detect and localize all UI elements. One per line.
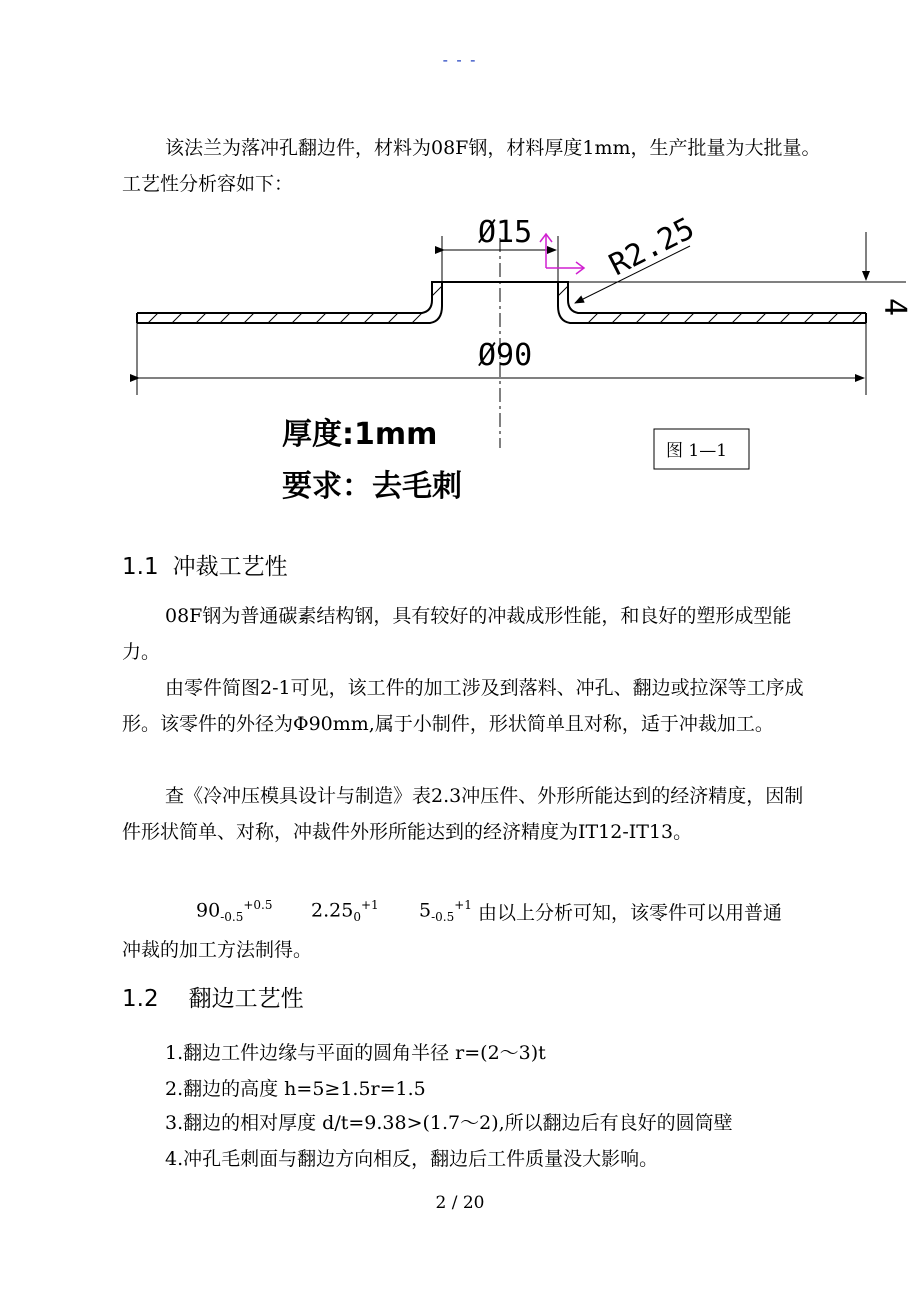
section-heading-2 <box>122 980 304 1013</box>
ucs-axis-icon <box>540 234 584 274</box>
dim-outer-text: Ø90 <box>478 338 533 373</box>
thickness-label: 厚度:1mm <box>282 417 438 452</box>
conclusion-text-cont: 冲裁的加工方法制得。 <box>122 939 313 961</box>
section-number: 1.1 <box>122 554 159 580</box>
section-title: 翻边工艺性 <box>188 986 304 1012</box>
section-heading-1 <box>122 548 288 581</box>
figure-label: 图 1—1 <box>666 441 728 461</box>
section-hatching <box>148 286 862 323</box>
conclusion-text: 由以上分析可知，该零件可以用普通 <box>478 902 783 924</box>
list-item: 1.翻边工件边缘与平面的圆角半径 r=(2～3)t <box>165 1042 546 1064</box>
tolerance-2: $2.25_0^{+1}$ <box>311 898 379 925</box>
list-item: 4.冲孔毛刺面与翻边方向相反，翻边后工件质量没大影响。 <box>165 1148 659 1170</box>
list-item: 2.翻边的高度 h=5≥1.5r=1.5 <box>165 1078 426 1100</box>
header-marks: - - - <box>442 52 478 69</box>
dim-height-text: 4 <box>877 298 912 317</box>
dim-inner-text: Ø15 <box>478 215 533 250</box>
section-number: 1.2 <box>122 986 159 1012</box>
tolerance-3: $5_{-0.5}^{+1}$ <box>419 898 472 925</box>
flange-profile <box>137 282 866 323</box>
paragraph: 由零件简图2-1可见，该工件的加工涉及到落料、冲孔、翻边或拉深等工序成形。该零件的外径为Φ90mm,属于小制件，形状简单且对称，适于冲裁加工。 <box>122 677 804 735</box>
flange-drawing <box>0 0 920 520</box>
section-title: 冲裁工艺性 <box>172 554 288 580</box>
dim-radius-text: R2.25 <box>603 210 701 284</box>
tolerance-1: $90_{-0.5}^{+0.5}$ <box>196 898 273 925</box>
paragraph: 08F钢为普通碳素结构钢，具有较好的冲裁成形性能，和良好的塑形成型能力。 <box>122 605 792 663</box>
requirement-label: 要求：去毛刺 <box>282 469 462 504</box>
list-item: 3.翻边的相对厚度 d/t=9.38>(1.7～2),所以翻边后有良好的圆筒壁 <box>165 1112 733 1134</box>
intro-paragraph: 该法兰为落冲孔翻边件，材料为08F钢，材料厚度1mm，生产批量为大批量。工艺性分析容如下： <box>122 137 821 195</box>
page-number: 2 / 20 <box>435 1193 485 1213</box>
paragraph: 查《冷冲压模具设计与制造》表2.3冲压件、外形所能达到的经济精度，因制件形状简单、对称，冲裁件外形所能达到的经济精度为IT12-IT13。 <box>122 785 804 843</box>
